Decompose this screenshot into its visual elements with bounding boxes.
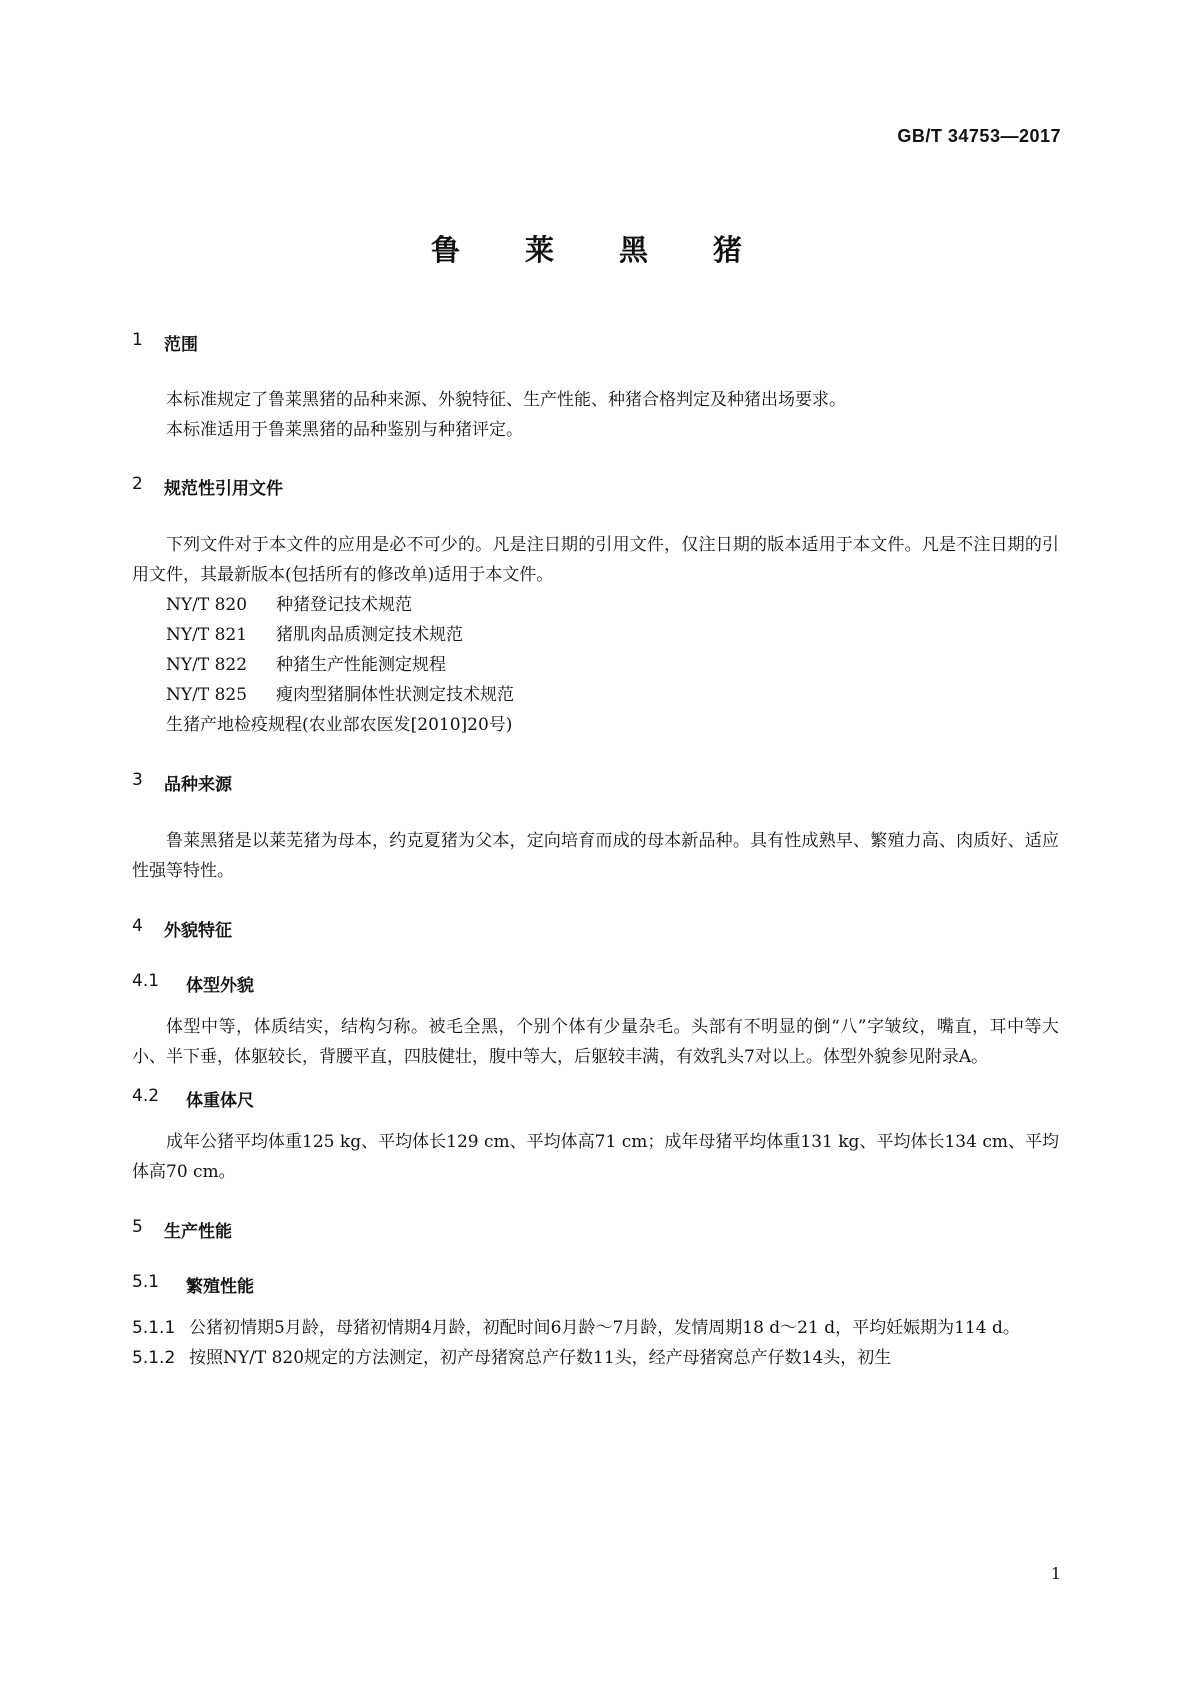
subsection-title: 繁殖性能: [186, 1277, 254, 1297]
paragraph: 体型中等，体质结实，结构匀称。被毛全黑，个别个体有少量杂毛。头部有不明显的倒“八”字皱纹，嘴直，耳中等大小、半下垂，体躯较长，背腰平直，四肢健壮，腹中等大，后躯较丰满，有效乳头7对以上。体型外貌参见附录A。: [132, 1017, 1059, 1067]
section-2-heading: [132, 474, 1059, 499]
subsection-4-1-heading: [132, 971, 1059, 996]
reference-code: NY/T 822: [166, 655, 248, 675]
section-number: 4: [132, 916, 143, 936]
subsection-number: 4.2: [132, 1086, 160, 1106]
section-title: 范围: [164, 335, 198, 355]
reference-item: [132, 680, 1059, 710]
subsection-5-1-heading: [132, 1272, 1059, 1297]
reference-item: 生猪产地检疫规程(农业部农医发[2010]20号): [166, 715, 513, 735]
reference-item: [132, 620, 1059, 650]
subsection-number: 5.1: [132, 1272, 160, 1292]
reference-title: 猪肌肉品质测定技术规范: [276, 625, 463, 645]
reference-item: [132, 590, 1059, 620]
section-number: 3: [132, 770, 143, 790]
section-1-heading: [132, 330, 1059, 355]
section-number: 5: [132, 1217, 143, 1237]
paragraph: 鲁莱黑猪是以莱芜猪为母本，约克夏猪为父本，定向培育而成的母本新品种。具有性成熟早、繁殖力高、肉质好、适应性强等特性。: [132, 831, 1059, 881]
paragraph: 成年公猪平均体重125 kg、平均体长129 cm、平均体高71 cm；成年母猪平均体重131 kg、平均体长134 cm、平均体高70 cm。: [132, 1132, 1059, 1182]
section-title: 品种来源: [164, 775, 232, 795]
paragraph: 本标准规定了鲁莱黑猪的品种来源、外貌特征、生产性能、种猪合格判定及种猪出场要求。: [166, 390, 846, 410]
paragraph: 下列文件对于本文件的应用是必不可少的。凡是注日期的引用文件，仅注日期的版本适用于本文件。凡是不注日期的引用文件，其最新版本(包括所有的修改单)适用于本文件。: [132, 535, 1059, 585]
standard-code: GB/T 34753—2017: [897, 126, 1061, 146]
clause-text: 公猪初情期5月龄，母猪初情期4月龄，初配时间6月龄～7月龄，发情周期18 d～21 d，平均妊娠期为114 d。: [189, 1318, 1020, 1338]
clause-5-1-1: [132, 1313, 1059, 1343]
clause-number: 5.1.2: [132, 1348, 176, 1368]
clause-text: 按照NY/T 820规定的方法测定，初产母猪窝总产仔数11头，经产母猪窝总产仔数14头，初生: [189, 1348, 892, 1368]
reference-title: 种猪生产性能测定规程: [276, 655, 446, 675]
reference-code: NY/T 821: [166, 625, 248, 645]
paragraph: 本标准适用于鲁莱黑猪的品种鉴别与种猪评定。: [166, 420, 523, 440]
clause-number: 5.1.1: [132, 1318, 176, 1338]
document-title: 鲁 莱 黑 猪: [430, 233, 760, 267]
section-5-heading: [132, 1217, 1059, 1242]
section-title: 生产性能: [164, 1222, 232, 1242]
reference-title: 瘦肉型猪胴体性状测定技术规范: [276, 685, 514, 705]
reference-code: NY/T 820: [166, 595, 248, 615]
document-body: [132, 330, 1059, 1373]
section-number: 2: [132, 474, 143, 494]
clause-5-1-2: [132, 1343, 1059, 1373]
reference-item: [132, 650, 1059, 680]
reference-title: 种猪登记技术规范: [276, 595, 412, 615]
subsection-4-2-heading: [132, 1086, 1059, 1111]
subsection-number: 4.1: [132, 971, 160, 991]
section-title: 规范性引用文件: [164, 479, 283, 499]
section-3-heading: [132, 770, 1059, 795]
section-title: 外貌特征: [164, 921, 232, 941]
page-number: 1: [1050, 1564, 1061, 1583]
section-4-heading: [132, 916, 1059, 941]
subsection-title: 体重体尺: [186, 1091, 254, 1111]
section-number: 1: [132, 330, 143, 350]
reference-code: NY/T 825: [166, 685, 248, 705]
subsection-title: 体型外貌: [186, 976, 254, 996]
